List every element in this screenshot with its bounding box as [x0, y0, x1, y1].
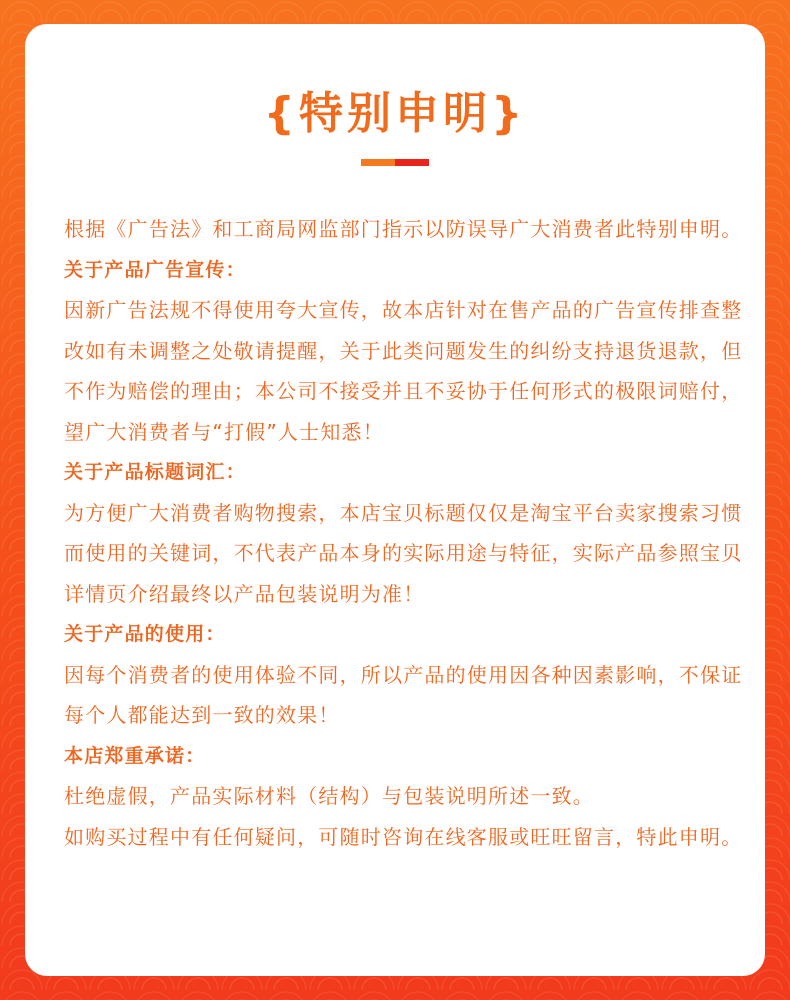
page-title: {特别申明}: [263, 88, 527, 139]
section-heading-usage: 关于产品的使用：: [64, 623, 226, 645]
section-body-promise: 杜绝虚假，产品实际材料（结构）与包装说明所述一致。: [64, 784, 594, 808]
section-heading-advertising: 关于产品广告宣传：: [64, 258, 246, 281]
section-body-advertising: 因新广告法规不得使用夸大宣传，故本店针对在售产品的广告宣传排查整改如有未调整之处敬请提醒，关于此类问题发生的纠纷支持退货退款，但不作为赔偿的理由；本公司不接受并且不妥协于任何形式的极限词赔付，望广大消费者与“打假”人士知悉！: [64, 298, 743, 444]
section-heading-title-words: 关于产品标题词汇：: [64, 461, 246, 483]
statement-content: [64, 209, 744, 857]
closing-paragraph: 如购买过程中有任何疑问，可随时咨询在线客服或旺旺留言，特此申明。: [64, 824, 743, 849]
divider-right-segment: [395, 159, 429, 166]
section-heading-promise: 本店郑重承诺：: [64, 744, 206, 767]
title-divider: [361, 159, 429, 166]
intro-paragraph: 根据《广告法》和工商局网监部门指示以防误导广大消费者此特别申明。: [64, 217, 743, 241]
statement-card: [25, 24, 765, 976]
divider-left-segment: [361, 159, 395, 166]
section-body-usage: 因每个消费者的使用体验不同，所以产品的使用因各种因素影响，不保证每个人都能达到一致的效果！: [64, 662, 743, 727]
section-body-title-words: 为方便广大消费者购物搜索，本店宝贝标题仅仅是淘宝平台卖家搜索习惯而使用的关键词，不代表产品本身的实际用途与特征，实际产品参照宝贝详情页介绍最终以产品包装说明为准！: [64, 500, 743, 606]
